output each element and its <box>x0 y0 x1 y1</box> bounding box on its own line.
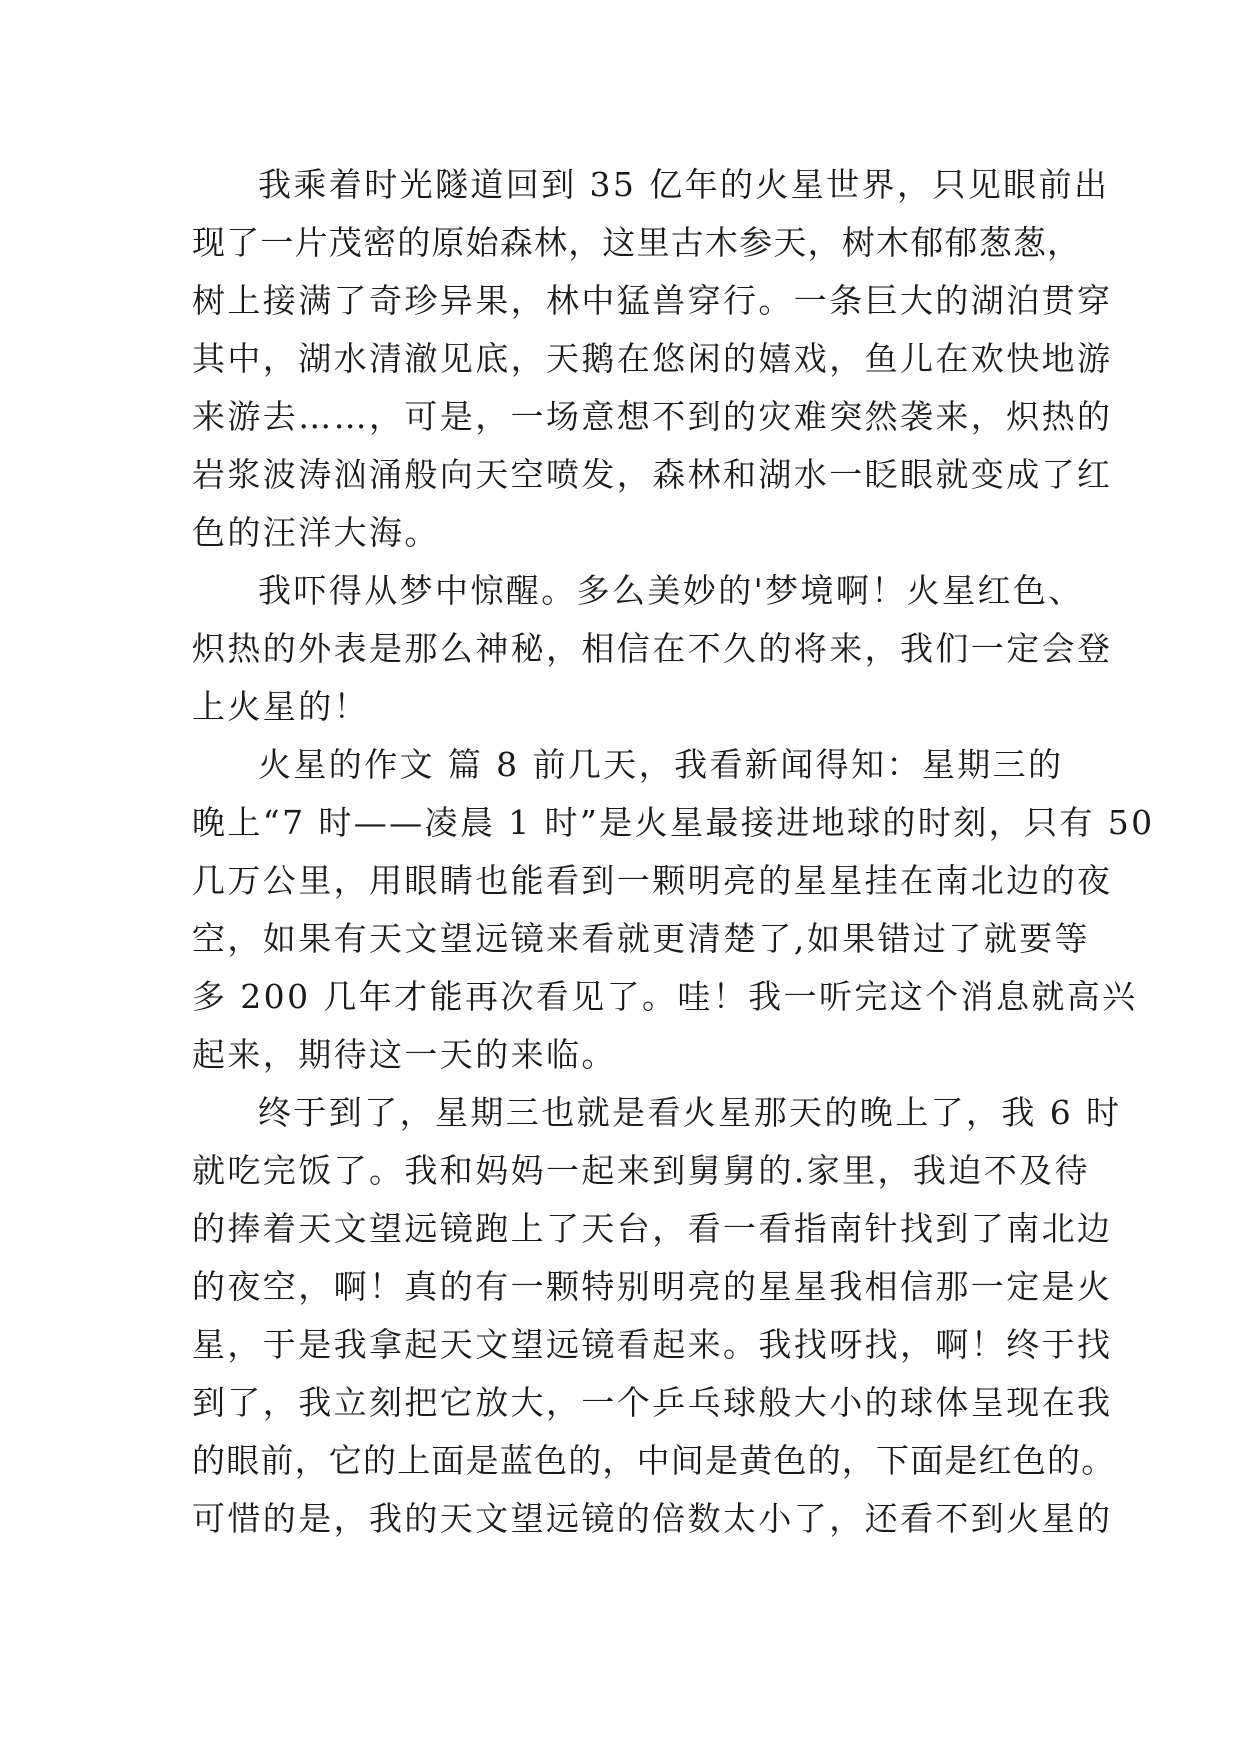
paragraph-2-line-2: 炽热的外表是那么神秘，相信在不久的将来，我们一定会登 <box>192 629 1113 668</box>
paragraph-4-line-7: 的眼前，它的上面是蓝色的，中间是黄色的，下面是红色的。 <box>192 1441 1116 1480</box>
paragraph-1-line-1: 我乘着时光隧道回到 35 亿年的火星世界，只见眼前出 <box>258 165 1110 204</box>
paragraph-3-line-6: 起来，期待这一天的来临。 <box>192 1035 617 1074</box>
paragraph-2-line-1: 我吓得从梦中惊醒。多么美妙的'梦境啊！火星红色、 <box>258 571 1084 610</box>
paragraph-4-line-2: 就吃完饭了。我和妈妈一起来到舅舅的.家里，我迫不及待 <box>192 1151 1090 1190</box>
paragraph-4-line-8: 可惜的是，我的天文望远镜的倍数太小了，还看不到火星的 <box>192 1499 1113 1538</box>
paragraph-1-line-6: 岩浆波涛汹涌般向天空喷发，森林和湖水一眨眼就变成了红 <box>192 455 1113 494</box>
paragraph-3-line-4: 空，如果有天文望远镜来看就更清楚了,如果错过了就要等 <box>192 919 1090 958</box>
paragraph-1-line-7: 色的汪洋大海。 <box>192 513 440 552</box>
paragraph-4-line-6: 到了，我立刻把它放大，一个乒乓球般大小的球体呈现在我 <box>192 1383 1113 1422</box>
paragraph-1-line-3: 树上接满了奇珍异果，林中猛兽穿行。一条巨大的湖泊贯穿 <box>192 281 1113 320</box>
paragraph-1-line-2: 现了一片茂密的原始森林，这里古木参天，树木郁郁葱葱， <box>192 223 1082 262</box>
paragraph-1-line-4: 其中，湖水清澈见底，天鹅在悠闲的嬉戏，鱼儿在欢快地游 <box>192 339 1113 378</box>
paragraph-2-line-3: 上火星的！ <box>192 687 369 726</box>
paragraph-4-line-3: 的捧着天文望远镜跑上了天台，看一看指南针找到了南北边 <box>192 1209 1113 1248</box>
paragraph-4-line-4: 的夜空，啊！真的有一颗特别明亮的星星我相信那一定是火 <box>192 1267 1113 1306</box>
paragraph-4-line-5: 星，于是我拿起天文望远镜看起来。我找呀找，啊！终于找 <box>192 1325 1113 1364</box>
paragraph-4-line-1: 终于到了，星期三也就是看火星那天的晚上了，我 6 时 <box>258 1093 1122 1132</box>
paragraph-3-line-3: 几万公里，用眼睛也能看到一颗明亮的星星挂在南北边的夜 <box>192 861 1113 900</box>
paragraph-3-line-5: 多 200 几年才能再次看见了。哇！我一听完这个消息就高兴 <box>192 977 1138 1016</box>
paragraph-1-line-5: 来游去……，可是，一场意想不到的灾难突然袭来，炽热的 <box>192 397 1113 436</box>
paragraph-3-line-1: 火星的作文 篇 8 前几天，我看新闻得知：星期三的 <box>258 745 1064 784</box>
paragraph-3-line-2: 晚上“7 时——凌晨 1 时”是火星最接进地球的时刻，只有 50 <box>192 803 1155 842</box>
